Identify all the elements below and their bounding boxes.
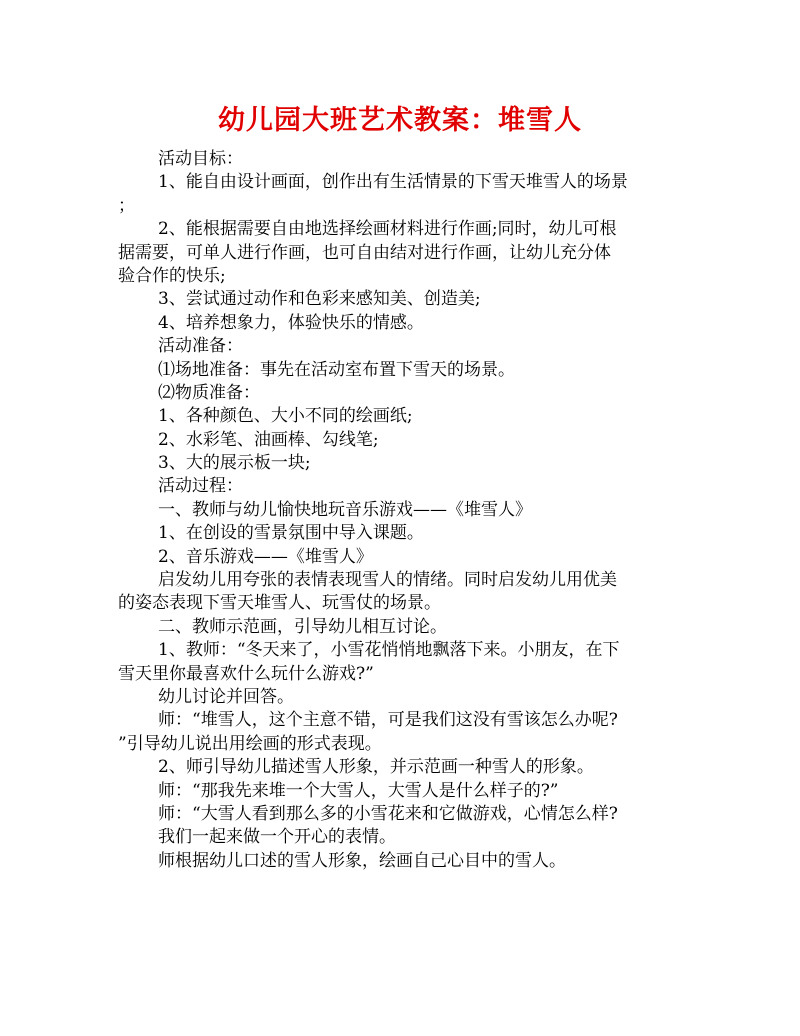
document-title: 幼儿园大班艺术教案：堆雪人 bbox=[218, 105, 582, 136]
text-line: 3、尝试通过动作和色彩来感知美、创造美; bbox=[158, 289, 481, 310]
text-line: ⑵物质准备： bbox=[158, 382, 260, 403]
text-line: ”引导幼儿说出用绘画的形式表现。 bbox=[118, 733, 382, 754]
text-line: 1、能自由设计画面，创作出有生活情景的下雪天堆雪人的场景 bbox=[158, 172, 628, 193]
text-line: 师：“那我先来堆一个大雪人，大雪人是什么样子的?” bbox=[158, 780, 559, 801]
text-line: 活动过程： bbox=[158, 476, 243, 497]
text-line: 启发幼儿用夸张的表情表现雪人的情绪。同时启发幼儿用优美 bbox=[158, 570, 617, 591]
text-line: ⑴场地准备：事先在活动室布置下雪天的场景。 bbox=[158, 359, 515, 380]
text-line: 师根据幼儿口述的雪人形象，绘画自己心目中的雪人。 bbox=[158, 850, 566, 871]
text-line: 我们一起来做一个开心的表情。 bbox=[158, 827, 396, 848]
text-line: 据需要，可单人进行作画，也可自由结对进行作画，让幼儿充分体 bbox=[118, 242, 611, 263]
document-body bbox=[118, 148, 684, 873]
text-line: 师：“大雪人看到那么多的小雪花来和它做游戏，心情怎么样? bbox=[158, 803, 618, 824]
text-line: 雪天里你最喜欢什么玩什么游戏?” bbox=[118, 663, 374, 684]
text-line: 活动准备： bbox=[158, 336, 243, 357]
text-line: 1、教师：“冬天来了，小雪花悄悄地飘落下来。小朋友，在下 bbox=[158, 640, 620, 661]
text-line: 活动目标： bbox=[158, 149, 243, 169]
text-line: 的姿态表现下雪天堆雪人、玩雪仗的场景。 bbox=[118, 593, 441, 614]
text-line: 3、大的展示板一块; bbox=[158, 453, 311, 474]
text-line: 2、音乐游戏——《堆雪人》 bbox=[158, 546, 373, 567]
text-line: 一、教师与幼儿愉快地玩音乐游戏——《堆雪人》 bbox=[158, 499, 532, 520]
text-line: 1、各种颜色、大小不同的绘画纸; bbox=[158, 406, 413, 427]
text-line: 验合作的快乐; bbox=[118, 265, 226, 286]
text-line: 师：“堆雪人，这个主意不错，可是我们这没有雪该怎么办呢? bbox=[158, 710, 618, 731]
text-line: 二、教师示范画，引导幼儿相互讨论。 bbox=[158, 616, 447, 637]
text-line: ； bbox=[118, 195, 135, 216]
text-line: 2、水彩笔、油画棒、勾线笔; bbox=[158, 429, 379, 450]
text-line: 2、能根据需要自由地选择绘画材料进行作画;同时，幼儿可根 bbox=[158, 219, 617, 240]
text-line: 1、在创设的雪景氛围中导入课题。 bbox=[158, 523, 424, 544]
text-line: 2、师引导幼儿描述雪人形象，并示范画一种雪人的形象。 bbox=[158, 757, 594, 778]
text-line: 幼儿讨论并回答。 bbox=[158, 686, 294, 707]
text-line: 4、培养想象力，体验快乐的情感。 bbox=[158, 312, 424, 333]
